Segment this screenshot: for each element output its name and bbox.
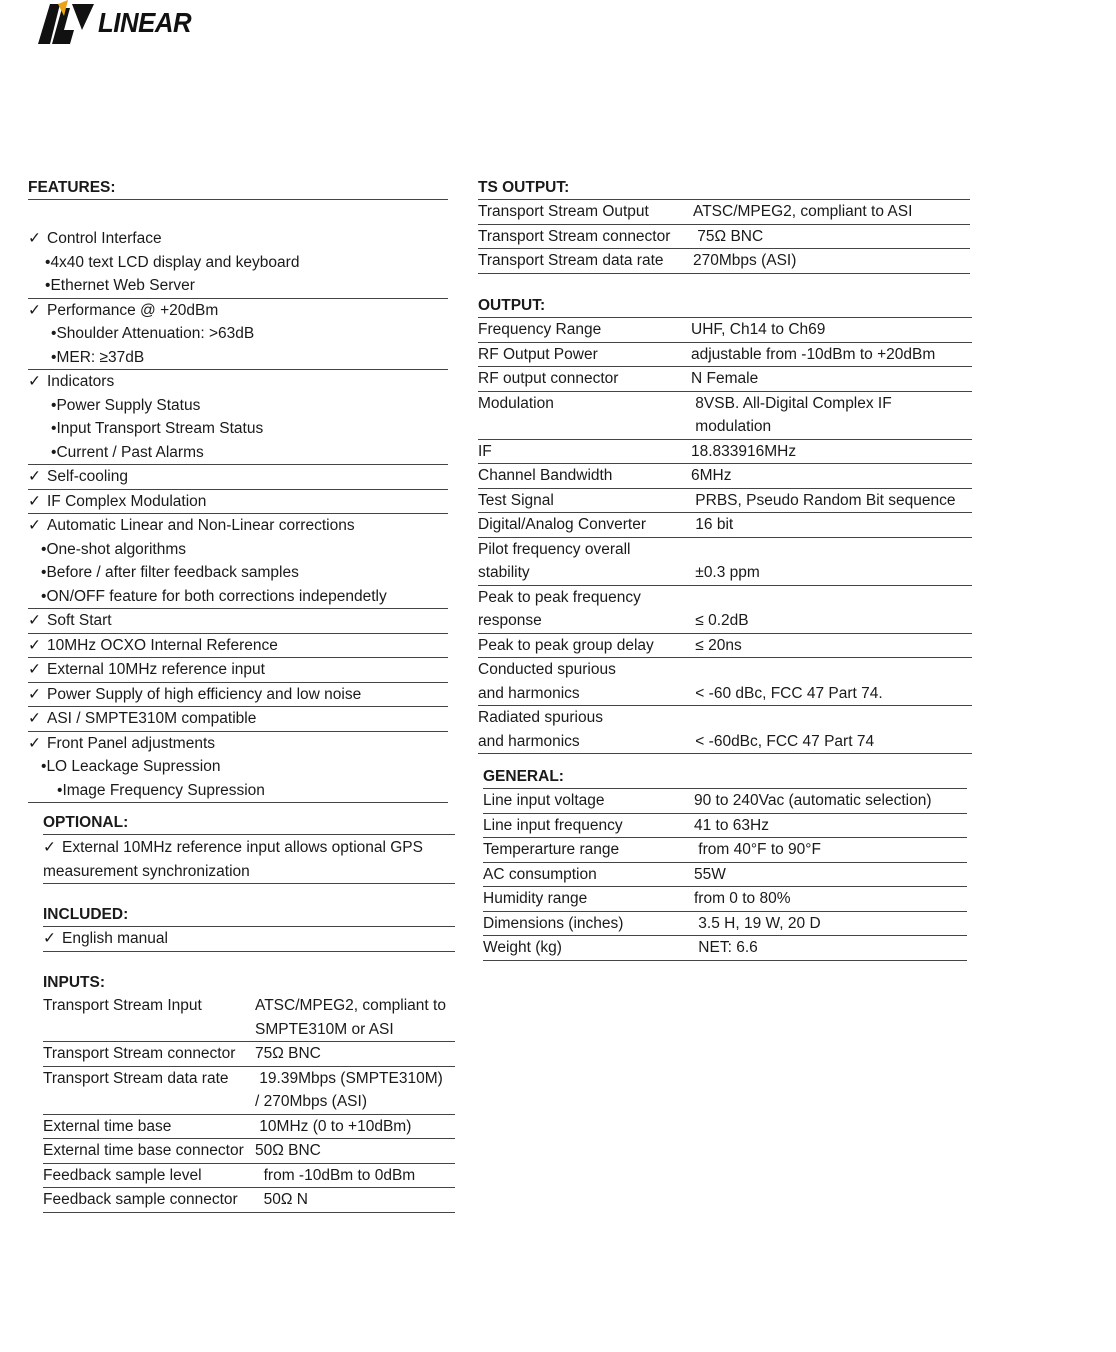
spec-label: Pilot frequency overall stability [478, 540, 631, 581]
output-section [478, 295, 972, 754]
spec-row [483, 814, 967, 839]
spec-label: RF Output Power [478, 345, 598, 363]
spec-row [478, 200, 970, 225]
general-section [483, 766, 967, 961]
bullet-icon: • [51, 443, 57, 461]
spec-value: 8VSB. All-Digital Complex IF modulation [691, 394, 892, 435]
included-item: ✓ English manual [43, 927, 455, 952]
spec-value: adjustable from -10dBm to +20dBm [691, 345, 936, 363]
spec-value: from 40°F to 90°F [694, 841, 821, 858]
spec-label: Humidity range [483, 890, 588, 907]
spec-row [478, 343, 972, 368]
check-icon: ✓ [43, 839, 56, 856]
spec-row [478, 586, 972, 634]
spec-row [43, 1042, 455, 1067]
spec-row [478, 440, 972, 465]
check-icon: ✓ [28, 661, 41, 678]
general-table [483, 789, 967, 961]
output-title: OUTPUT: [478, 295, 972, 318]
ts-output-title: TS OUTPUT: [478, 177, 970, 200]
spec-row [483, 789, 967, 814]
feature-item: ✓ Soft Start [28, 609, 448, 634]
spec-value: 50Ω N [255, 1191, 308, 1208]
spec-value: ATSC/MPEG2, compliant to SMPTE310M or ASI [255, 997, 446, 1038]
check-icon: ✓ [28, 685, 41, 703]
check-icon: ✓ [28, 468, 41, 485]
spec-value: ±0.3 ppm [691, 564, 760, 581]
spec-value: 18.833916MHz [691, 442, 797, 460]
bullet-icon: • [51, 396, 57, 414]
spec-value: PRBS, Pseudo Random Bit sequence [691, 491, 956, 509]
spec-row [478, 538, 972, 586]
feature-item: •Shoulder Attenuation: >63dB [51, 325, 255, 342]
spec-label: RF output connector [478, 370, 619, 387]
bullet-icon: • [51, 325, 57, 342]
spec-row [43, 1115, 455, 1140]
feature-item: ✓ Automatic Linear and Non-Linear corrections [28, 514, 448, 538]
bullet-icon: • [41, 540, 47, 558]
spec-label: Temperarture range [483, 841, 620, 858]
check-icon: ✓ [28, 517, 41, 534]
feature-item: ✓ Control Interface [28, 227, 448, 251]
spec-label: Feedback sample connector [43, 1191, 238, 1208]
ts-output-table [478, 200, 970, 274]
spec-row [478, 367, 972, 392]
spec-value: 19.39Mbps (SMPTE310M) / 270Mbps (ASI) [255, 1069, 443, 1110]
linear-logo-icon [38, 0, 96, 46]
spec-value: 55W [694, 865, 726, 883]
spec-row [43, 1139, 455, 1164]
spec-label: Peak to peak group delay [478, 636, 654, 654]
spec-label: External time base connector [43, 1142, 244, 1159]
bullet-icon: • [45, 253, 51, 271]
spec-label: External time base [43, 1117, 172, 1135]
features-title: FEATURES: [28, 177, 448, 200]
feature-item: ✓ Self-cooling [28, 465, 448, 490]
general-title: GENERAL: [483, 766, 967, 789]
optional-title: OPTIONAL: [43, 812, 455, 835]
optional-section [43, 812, 455, 884]
spec-row [478, 318, 972, 343]
bullet-icon: • [51, 348, 57, 366]
feature-item: •Current / Past Alarms [28, 441, 448, 466]
spec-value: < -60dBc, FCC 47 Part 74 [691, 732, 875, 750]
linear-logo [38, 0, 199, 46]
bullet-icon: • [45, 277, 51, 294]
spec-row [478, 464, 972, 489]
spec-row [43, 994, 455, 1042]
spec-label: Transport Stream connector [478, 227, 671, 245]
spec-value: from 0 to 80% [694, 890, 791, 907]
feature-item: •4x40 text LCD display and keyboard [45, 253, 300, 271]
logo-wordmark: LINEAR [98, 7, 192, 38]
spec-label: Radiated spurious and harmonics [478, 709, 603, 750]
spec-value: 6MHz [691, 467, 732, 484]
feature-item: ✓ Indicators [28, 370, 448, 394]
included-section [43, 904, 455, 952]
spec-value: ≤ 0.2dB [691, 612, 749, 629]
spec-value: from -10dBm to 0dBm [255, 1166, 416, 1184]
spec-label: Digital/Analog Converter [478, 516, 647, 533]
spec-label: AC consumption [483, 865, 597, 883]
spec-row [478, 658, 972, 706]
bullet-icon: • [41, 758, 47, 775]
bullet-icon: • [57, 781, 63, 799]
feature-item: ✓ 10MHz OCXO Internal Reference [28, 634, 448, 659]
feature-item: ✓ ASI / SMPTE310M compatible [28, 707, 448, 732]
spec-label: Conducted spurious and harmonics [478, 661, 616, 702]
output-table [478, 318, 972, 754]
spec-value: 75Ω BNC [693, 227, 764, 245]
feature-item: •Image Frequency Supression [28, 779, 448, 804]
spec-row [483, 838, 967, 863]
spec-label: Modulation [478, 394, 554, 412]
feature-item: •Power Supply Status [51, 396, 201, 414]
spec-value: < -60 dBc, FCC 47 Part 74. [691, 684, 883, 702]
spec-label: Transport Stream data rate [43, 1069, 229, 1087]
optional-item: ✓ External 10MHz reference input allows optional GPS [43, 836, 455, 860]
spec-row [483, 912, 967, 937]
spec-value: 10MHz (0 to +10dBm) [255, 1117, 412, 1135]
spec-row [483, 936, 967, 961]
spec-label: Transport Stream Input [43, 997, 202, 1014]
feature-item: ✓ IF Complex Modulation [28, 490, 448, 515]
check-icon: ✓ [28, 492, 41, 510]
spec-row [478, 513, 972, 538]
spec-row [478, 489, 972, 514]
spec-row [478, 706, 972, 754]
features-list [28, 227, 448, 803]
spec-label: Weight (kg) [483, 939, 562, 956]
spec-value: N Female [691, 370, 759, 387]
spec-row [43, 1164, 455, 1189]
spec-label: Feedback sample level [43, 1166, 202, 1184]
spec-value: 270Mbps (ASI) [693, 252, 797, 269]
spec-row [478, 249, 970, 274]
feature-item: •MER: ≥37dB [28, 346, 448, 371]
spec-value: 41 to 63Hz [694, 816, 769, 834]
spec-label: Transport Stream Output [478, 203, 649, 220]
spec-label: IF [478, 442, 492, 460]
spec-value: ATSC/MPEG2, compliant to ASI [693, 203, 913, 220]
ts-output-section [478, 177, 970, 274]
spec-label: Transport Stream connector [43, 1045, 236, 1062]
check-icon: ✓ [28, 636, 41, 654]
check-icon: ✓ [28, 301, 41, 319]
spec-row [478, 225, 970, 250]
inputs-title: INPUTS: [43, 974, 105, 991]
spec-value: ≤ 20ns [691, 636, 742, 654]
spec-label: Line input frequency [483, 816, 623, 834]
bullet-icon: • [51, 420, 57, 437]
feature-item: •Ethernet Web Server [28, 274, 448, 299]
check-icon: ✓ [28, 734, 41, 752]
spec-row [483, 863, 967, 888]
feature-item: ✓ Front Panel adjustments [28, 732, 448, 756]
spec-label: Transport Stream data rate [478, 252, 664, 269]
spec-label: Dimensions (inches) [483, 914, 624, 932]
feature-item: •One-shot algorithms [41, 540, 186, 558]
spec-row [43, 1067, 455, 1115]
optional-item-cont: measurement synchronization [43, 862, 250, 880]
check-icon: ✓ [28, 710, 41, 727]
spec-label: Peak to peak frequency response [478, 588, 641, 629]
inputs-table [43, 994, 455, 1213]
check-icon: ✓ [43, 930, 56, 947]
feature-item: •Input Transport Stream Status [51, 420, 264, 437]
feature-item: ✓ External 10MHz reference input [28, 658, 448, 683]
feature-item: ✓ Performance @ +20dBm [28, 299, 448, 323]
included-title: INCLUDED: [43, 904, 455, 927]
features-section [28, 177, 448, 803]
feature-item: •Before / after filter feedback samples [41, 564, 299, 581]
spec-value: 50Ω BNC [255, 1142, 321, 1159]
feature-item: •LO Leackage Supression [41, 758, 221, 775]
spec-label: Channel Bandwidth [478, 467, 613, 484]
spec-row [478, 392, 972, 440]
spec-value: UHF, Ch14 to Ch69 [691, 321, 826, 338]
bullet-icon: • [41, 564, 47, 581]
spec-value: 90 to 240Vac (automatic selection) [694, 792, 932, 809]
spec-label: Line input voltage [483, 792, 605, 809]
spec-label: Frequency Range [478, 321, 602, 338]
spec-row [43, 1188, 455, 1213]
spec-value: 75Ω BNC [255, 1045, 321, 1062]
check-icon: ✓ [28, 230, 41, 247]
check-icon: ✓ [28, 373, 41, 390]
feature-item: •ON/OFF feature for both corrections independetly [28, 585, 448, 610]
feature-item: ✓ Power Supply of high efficiency and low noise [28, 683, 448, 708]
inputs-section [43, 972, 455, 1213]
check-icon: ✓ [28, 612, 41, 629]
spec-row [478, 634, 972, 659]
spec-value: 16 bit [691, 516, 734, 533]
spec-row [483, 887, 967, 912]
spec-value: NET: 6.6 [694, 939, 758, 956]
spec-label: Test Signal [478, 491, 554, 509]
bullet-icon: • [41, 587, 47, 605]
spec-value: 3.5 H, 19 W, 20 D [694, 914, 821, 932]
